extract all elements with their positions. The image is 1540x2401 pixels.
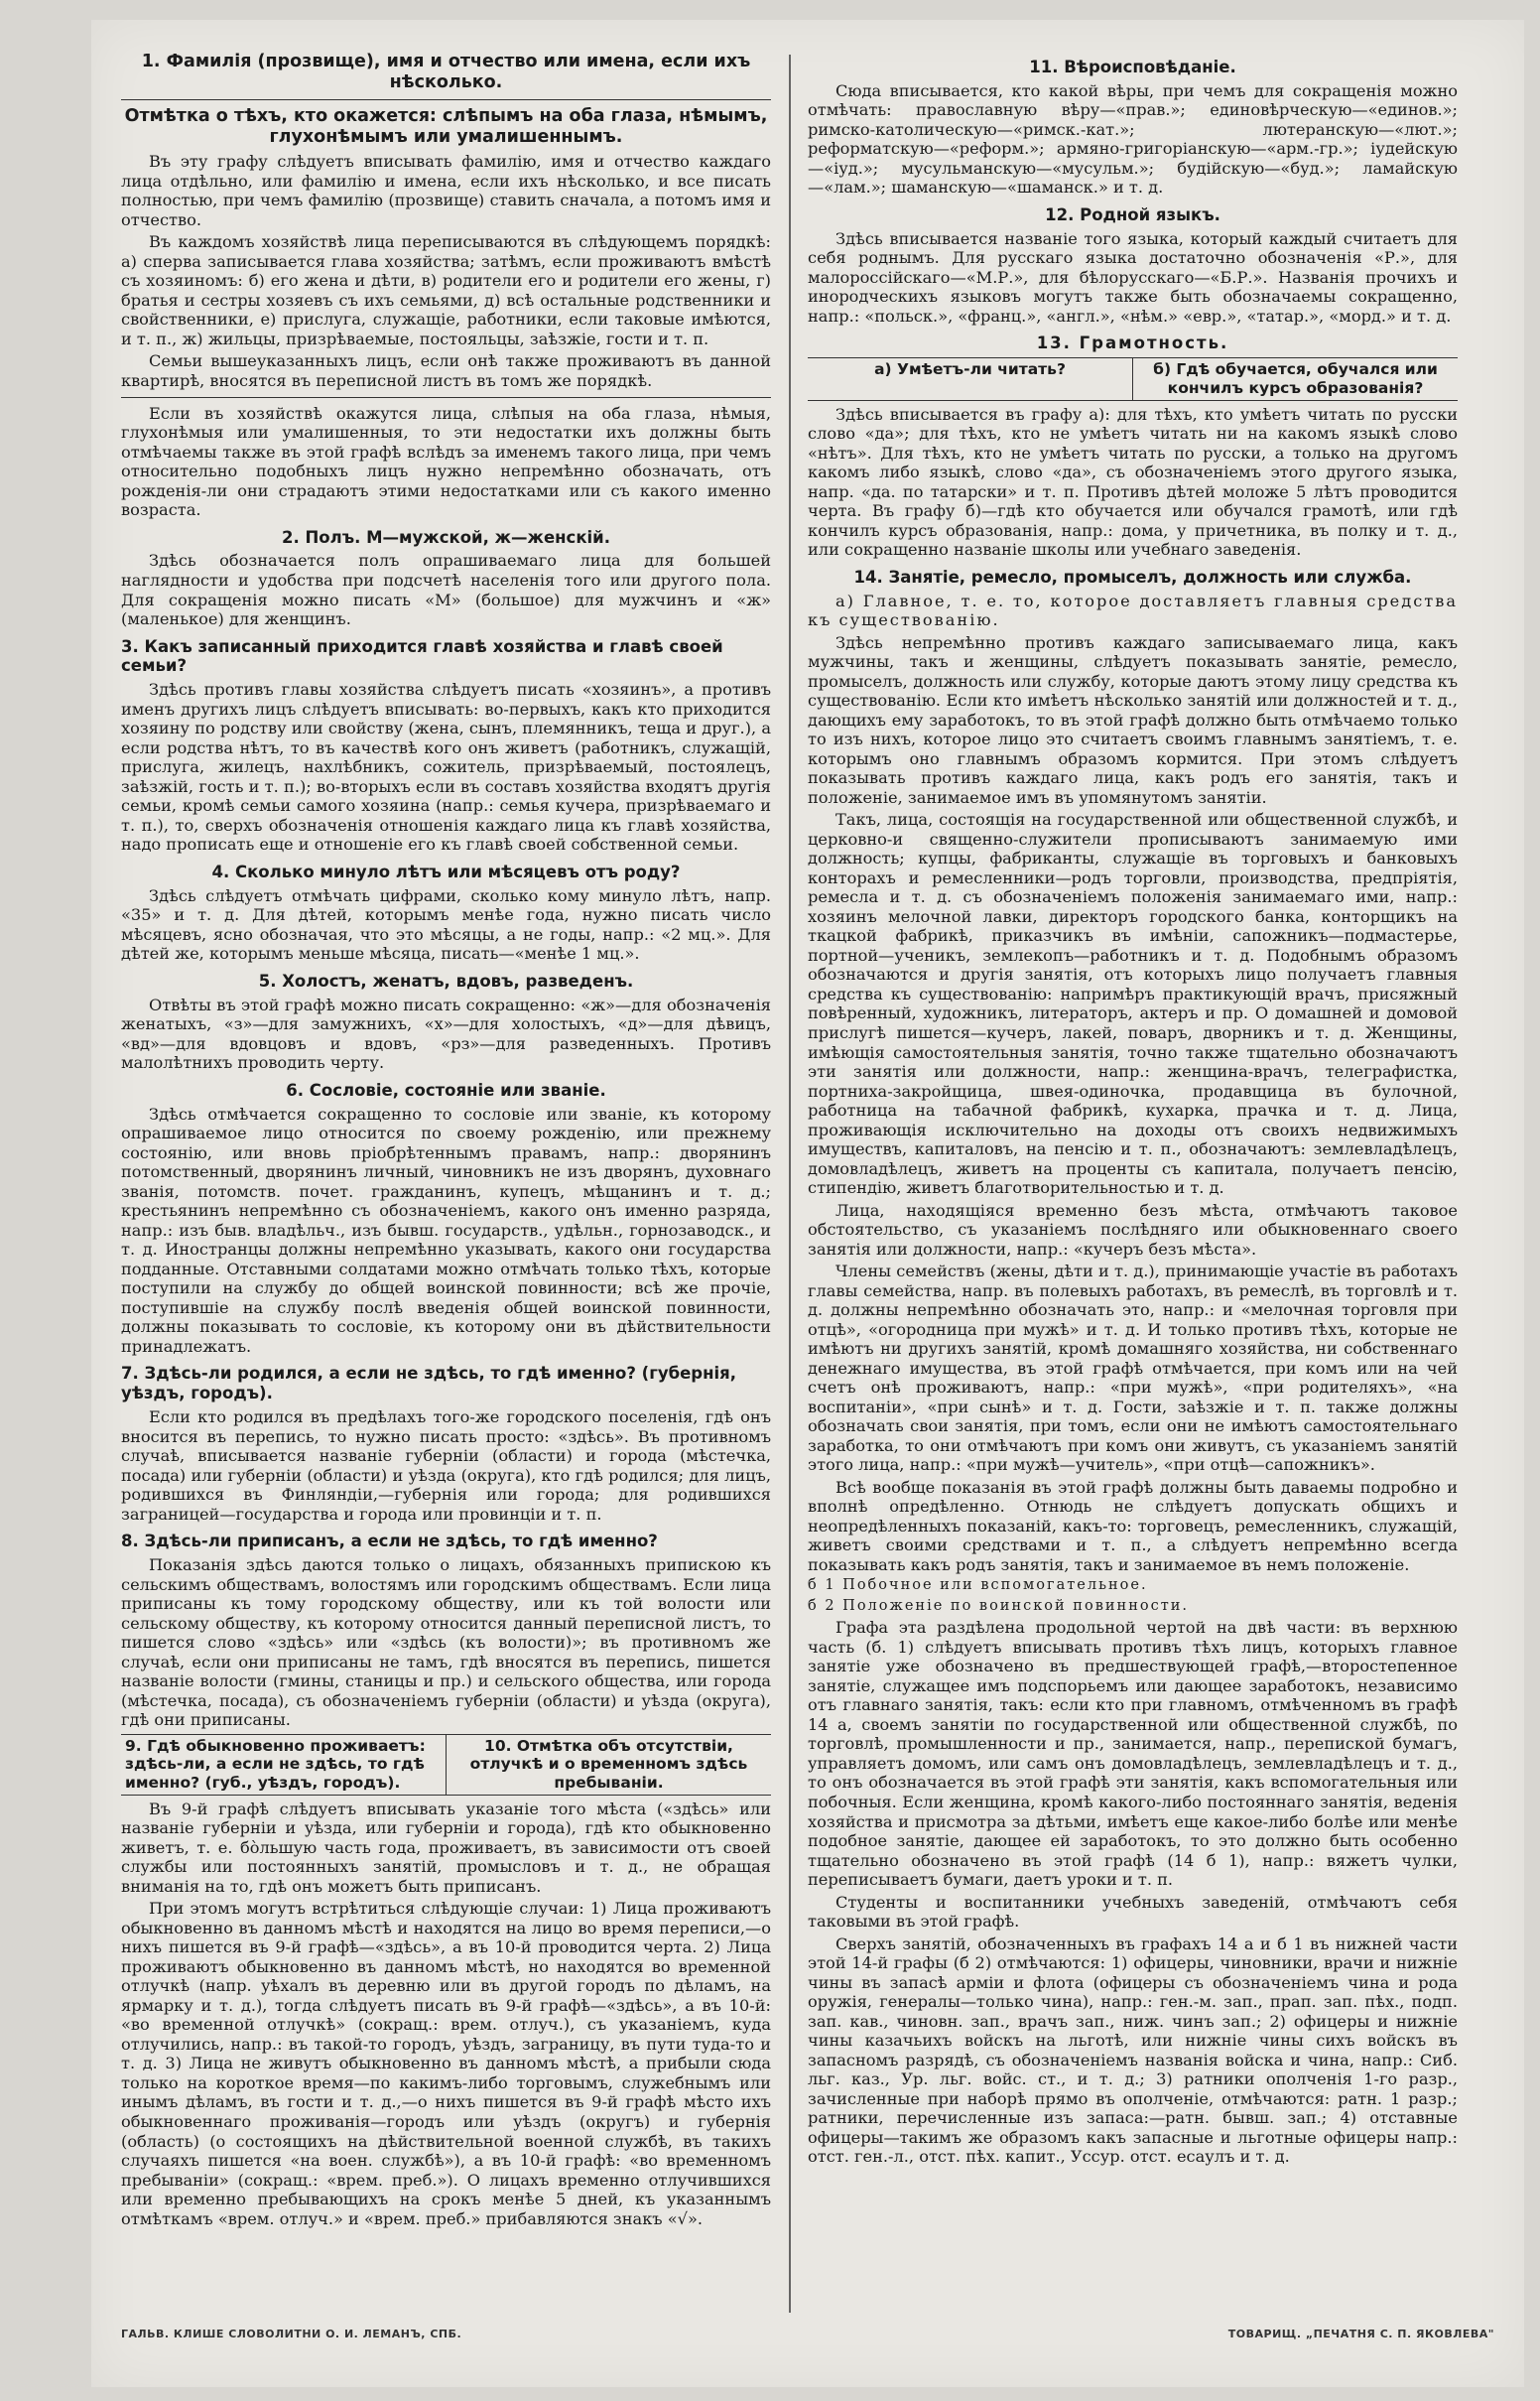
column-divider — [789, 55, 791, 2313]
section-8-title: 8. Здѣсь-ли приписанъ, а если не здѣсь, то гдѣ именно? — [121, 1532, 658, 1551]
section-13-title: 13. Грамотность. — [1036, 333, 1229, 353]
paragraph: Здѣсь слѣдуетъ отмѣчать цифрами, сколько кому минуло лѣтъ, напр. «35» и т. д. Для дѣтей, которымъ менѣе года, нужно писать число мѣсяцевъ, ясно обозначая, что это мѣсяцы, а не годы, напр.: «2 мц.». Для дѣтей же, которымъ меньше мѣсяца, писать—«менѣе 1 мц.». — [121, 885, 771, 964]
paragraph: Здѣсь отмѣчается сокращенно то сословіе или званіе, къ которому опрашиваемое лицо относится по своему рожденію, или прежнему состоянію, или вновь пріобрѣтеннымъ правамъ, напр.: дворянинъ потомственный, дворянинъ личный, чиновникъ не изъ дворянъ, духовнаго званія, потомств. почет. гражданинъ, купецъ, мѣщанинъ и т. д.; крестьянинъ непремѣнно съ обозначеніемъ, какого онъ именно разряда, напр.: изъ быв. владѣльч., изъ бывш. государств., удѣльн., горнозаводск., и т. д. Иностранцы должны непремѣнно указывать, какого они государства подданные. Отставными солдатами можно отмѣчать только тѣхъ, которые поступили на службу до общей воинской повинности; всѣ же прочіе, поступившіе на службу послѣ введенія общей воинской повинности, должны показывать то сословіе, къ которому они въ дѣйствительности принадлежатъ. — [121, 1104, 771, 1356]
footer-printer-right: ТОВАРИЩ. „ПЕЧАТНЯ С. П. ЯКОВЛЕВА" — [1227, 2328, 1494, 2340]
paragraph: Отвѣты въ этой графѣ можно писать сокращенно: «ж»—для обозначенія женатыхъ, «з»—для замужнихъ, «х»—для холостыхъ, «д»—для дѣвицъ, «вд»—для вдовцовъ и вдовъ, «рз»—для разведенныхъ. Противъ малолѣтнихъ проводить черту. — [121, 995, 771, 1073]
paragraph: Такъ, лица, состоящія на государственной или общественной службѣ, и церковно-и священно-служители прописываютъ занимаемую ими должность; купцы, фабриканты, служащіе въ торговыхъ и банковыхъ конторахъ и ремесленники—родъ торговли, производства, предпріятія, ремесла и т. д. съ обозначеніемъ положенія занимаемаго ими, напр.: хозяинъ мелочной лавки, директоръ городского банка, конторщикъ на ткацкой фабрикѣ, приказчикъ въ имѣніи, сапожникъ—подмастерье, портной—ученикъ, землекопъ—работникъ и т. д. Подобнымъ образомъ обозначаются и другія занятія, отъ которыхъ лицо получаетъ главныя средства къ существованію: напримѣръ практикующій врачъ, присяжный повѣренный, художникъ, литераторъ, актеръ и пр. О домашней и домовой прислугѣ пишется—кучеръ, лакей, поваръ, дворникъ и т. д. Женщины, имѣющія самостоятельныя занятія, точно также тщательно обозначаютъ эти занятія или должности, напр.: женщина-врачъ, телеграфистка, портниха-закройщица, швея-одиночка, продавщица въ булочной, работница на табачной фабрикѣ, кухарка, прачка и т. д. Лица, проживающія исключительно на доходы отъ своихъ недвижимыхъ имуществъ, капиталовъ, на пенсію и т. п., обозначаютъ: землевладѣлецъ, домовладѣлецъ, живетъ на проценты съ капитала, получаетъ пенсію, стипендію, живетъ благотворительностью и т. д. — [808, 810, 1458, 1198]
section-6-title: 6. Сословіе, состояніе или званіе. — [286, 1080, 606, 1100]
section-9-title: 9. Гдѣ обыкновенно проживаетъ: здѣсь-ли, а если не здѣсь, то гдѣ именно? (губ., уѣздъ, городъ). — [125, 1736, 426, 1793]
paragraph: Здѣсь противъ главы хозяйства слѣдуетъ писать «хозяинъ», а противъ именъ другихъ лицъ слѣдуетъ вписывать: во-первыхъ, какъ кто приходится хозяину по родству или свойству (жена, сынъ, племянникъ, теща и друг.), а если родства нѣтъ, то въ качествѣ кого онъ живетъ (работникъ, служащій, прислуга, жилецъ, нахлѣбникъ, сожитель, призрѣваемый, постоялецъ, заѣзжій, гость и т. п.); во-вторыхъ если въ составъ хозяйства входятъ другія семьи, кромѣ семьи самого хозяина (напр.: семья кучера, призрѣваемаго и т. п.), то, сверхъ обозначенія отношенія каждаго лица къ главѣ хозяйства, надо прописать еще и отношеніе его къ главѣ своей собственной семьи. — [121, 680, 771, 855]
left-column — [121, 50, 771, 2313]
paragraph: Здѣсь вписывается названіе того языка, который каждый считаетъ для себя роднымъ. Для русскаго языка достаточно обозначенія «Р.», для малороссійскаго—«М.Р.», для бѣлорусскаго—«Б.Р.». Названія прочихъ и инородческихъ языковъ могутъ также быть обозначаемы сокращенно, напр.: «польск.», «франц.», «англ.», «нѣм.» «евр.», «татар.», «морд.» и т. д. — [808, 228, 1458, 326]
paragraph: Семьи вышеуказанныхъ лицъ, если онѣ также проживаютъ въ данной квартирѣ, вносятся въ переписной листъ въ томъ же порядкѣ. — [121, 351, 771, 390]
paragraph: Студенты и воспитанники учебныхъ заведеній, отмѣчаютъ себя таковыми въ этой графѣ. — [808, 1892, 1458, 1932]
section-9-10-header — [121, 1734, 771, 1796]
section-5-title: 5. Холостъ, женатъ, вдовъ, разведенъ. — [258, 971, 634, 991]
subsection-b1: б 1 Побочное или вспомогательное. — [808, 1577, 1148, 1594]
section-4-title: 4. Сколько минуло лѣтъ или мѣсяцевъ отъ роду? — [211, 862, 681, 881]
section-1-subtitle: Отмѣтка о тѣхъ, кто окажется: слѣпымъ на оба глаза, нѣмымъ, глухонѣмымъ или умалишеннымъ. — [124, 106, 768, 148]
section-12-title: 12. Родной языкъ. — [1045, 204, 1220, 224]
paragraph: Всѣ вообще показанія въ этой графѣ должны быть даваемы подробно и вполнѣ опредѣленно. Отнюдь не слѣдуетъ допускать общихъ и неопредѣленныхъ показаній, какъ-то: торговецъ, ремесленникъ, служащій, живетъ своими средствами и т. п., а слѣдуетъ непремѣнно всегда показывать какъ родъ занятія, такъ и занимаемое въ немъ положеніе. — [808, 1477, 1458, 1574]
paragraph: Сверхъ занятій, обозначенныхъ въ графахъ 14 а и б 1 въ нижней части этой 14-й графы (б 2) отмѣчаются: 1) офицеры, чиновники, врачи и нижніе чины въ запасѣ арміи и флота (офицеры съ обозначеніемъ чина и рода оружія, генералы—только чина), напр.: ген.-м. зап., прап. зап. пѣх., подп. зап. кав., чиновн. зап., врачъ зап., ниж. чинъ зап.; 2) офицеры и нижніе чины казачьихъ войскъ на льготѣ, или нижніе чины сихъ войскъ въ запасномъ разрядѣ, съ обозначеніемъ названія войска и чина, напр.: Сиб. льг. каз., Ур. льг. войс. ст., и т. д.; 3) ратники ополченія 1-го разр., зачисленные при наборѣ прямо въ ополченіе, отмѣчаются: ратн. 1 разр.; ратники, перечисленные изъ запаса:—ратн. бывш. зап.; 4) отставные офицеры—такимъ же образомъ какъ запасные и льготные офицеры напр.: отст. ген.-л., отст. пѣх. капит., Уссур. отст. есаулъ и т. д. — [808, 1934, 1458, 2167]
section-7-title: 7. Здѣсь-ли родился, а если не здѣсь, то гдѣ именно? (губернія, уѣздъ, городъ). — [121, 1364, 737, 1403]
paragraph: Здѣсь обозначается полъ опрашиваемаго лица для большей наглядности и удобства при подсчетѣ населенія того или другого пола. Для сокращенія можно писать «М» (большое) для мужчинъ и «ж» (маленькое) для женщинъ. — [121, 551, 771, 629]
paragraph: При этомъ могутъ встрѣтиться слѣдующіе случаи: 1) Лица проживаютъ обыкновенно въ данномъ мѣстѣ и находятся на лицо во время переписи,—о нихъ пишется въ 9-й графѣ—«здѣсь», а въ 10-й проводится черта. 2) Лица проживаютъ обыкновенно въ данномъ мѣстѣ, но находятся во временной отлучкѣ (напр. уѣхалъ въ деревню или въ другой городъ по дѣламъ, на ярмарку и т. д.), тогда слѣдуетъ писать въ 9-й графѣ—«здѣсь», а въ 10-й: «во временной отлучкѣ» (сокращ.: врем. отлуч.), съ указаніемъ, куда отлучились, напр.: въ такой-то городъ, уѣздъ, заграницу, въ пути туда-то и т. д. 3) Лица не живутъ обыкновенно въ данномъ мѣстѣ, а прибыли сюда только на короткое время—по какимъ-либо торговымъ, служебнымъ или инымъ дѣламъ, въ гости и т. д.,—о нихъ пишется въ 9-й графѣ мѣсто ихъ обыкновеннаго проживанія—городъ или уѣздъ (округъ) и губернія (область) (о состоящихъ на дѣйствительной военной службѣ, въ такихъ случаяхъ пишется «на воен. службѣ»), а въ 10-й графѣ: «во временномъ пребываніи» (сокращ.: «врем. преб.»). О лицахъ временно отлучившихся или временно пребывающихъ на срокъ менѣе 5 дней, къ указаннымъ отмѣткамъ «врем. отлуч.» и «врем. преб.» прибавляются знакъ «√». — [121, 1899, 771, 2228]
paragraph: Если въ хозяйствѣ окажутся лица, слѣпыя на оба глаза, нѣмыя, глухонѣмыя или умалишенныя, то эти недостатки ихъ должны быть отмѣчаемы также въ этой графѣ вслѣдъ за именемъ такого лица, при чемъ относительно подобныхъ лицъ нужно непремѣнно обозначать, отъ рожденія-ли они страдаютъ этими недостатками или съ какого именно возраста. — [121, 403, 771, 520]
paragraph: Здѣсь вписывается въ графу а): для тѣхъ, кто умѣетъ читать по русски слово «да»; для тѣхъ, кто не умѣетъ читать ни на какомъ языкѣ слово «нѣтъ». Для тѣхъ, кто не умѣетъ читать по русски, а только на другомъ какомъ либо языкѣ, слово «да», съ обозначеніемъ этого другого языка, напр. «да. по татарски» и т. п. Противъ дѣтей моложе 5 лѣтъ проводится черта. Въ графу б)—гдѣ кто обучается или обучался грамотѣ, или гдѣ кончилъ курсъ образованія, напр.: дома, у причетника, въ полку и т. д., или сокращенно названіе школы или учебнаго заведенія. — [808, 404, 1458, 560]
paragraph: а) Главное, т. е. то, которое доставляетъ главныя средства къ существованію. — [808, 591, 1458, 630]
section-1-title: 1. Фамилія (прозвище), имя и отчество или имена, если ихъ нѣсколько. — [141, 52, 751, 93]
paragraph: Въ 9-й графѣ слѣдуетъ вписывать указаніе того мѣста («здѣсь» или названіе губерніи и уѣзда, или губерніи и города), гдѣ кто обыкновенно живетъ, т. е. бо̀льшую часть года, проживаетъ, въ зависимости отъ своей службы или постоянныхъ занятій, промысловъ и т. д., не обращая вниманія на то, гдѣ онъ можетъ быть приписанъ. — [121, 1799, 771, 1896]
section-13-subheader — [808, 357, 1458, 400]
footer-printer-left: ГАЛЬВ. КЛИШЕ СЛОВОЛИТНИ О. И. ЛЕМАНЪ, СПБ. — [121, 2328, 462, 2340]
paragraph: Сюда вписывается, кто какой вѣры, при чемъ для сокращенія можно отмѣчать: православную вѣру—«прав.»; единовѣрческую—«единов.»; римско-католическую—«римск.-кат.»; лютеранскую—«лют.»; реформатскую—«реформ.»; армяно-григоріанскую—«арм.-гр.»; іудейскую—«іуд.»; мусульманскую—«мусульм.»; будійскую—«буд.»; ламайскую—«лам.»; шаманскую—«шаманск.» и т. д. — [808, 80, 1458, 198]
census-instruction-sheet — [91, 20, 1524, 2387]
paragraph: Показанія здѣсь даются только о лицахъ, обязанныхъ припискою къ сельскимъ обществамъ, волостямъ или городскимъ обществамъ. Если лица приписаны къ тому городскому обществу, или къ той волости или сельскому обществу, къ которому относится данный переписной листъ, то пишется слово «здѣсь» или «здѣсь (къ волости)»; въ противномъ же случаѣ, если они приписаны не тамъ, гдѣ вносятся въ перепись, пишется названіе волости (гмины, станицы и пр.) и сельского общества, или города (мѣстечка, посада), съ обозначеніемъ губерніи (области) и уѣзда (округа), гдѣ они приписаны. — [121, 1555, 771, 1730]
right-column — [808, 50, 1458, 2313]
section-13b-title: б) Гдѣ обучается, обучался или кончилъ курсъ образованія? — [1153, 360, 1438, 397]
paragraph: Графа эта раздѣлена продольной чертой на двѣ части: въ верхнюю часть (б. 1) слѣдуетъ вписывать противъ тѣхъ лицъ, которыхъ главное занятіе уже обозначено въ предшествующей графѣ,—второстепенное занятіе, служащее имъ подспорьемъ или дающее заработокъ, независимо отъ главнаго занятія, такъ: если кто при главномъ, отмѣченномъ въ графѣ 14 а, своемъ занятіи по государственной или общественной службѣ, по торговлѣ, промышленности и пр., занимается, напр., перепиской бумагъ, управляетъ домомъ, или самъ онъ домовладѣлецъ, землевладѣлецъ и т. д., то онъ обозначается въ этой графѣ эти занятія, какъ вспомогательныя или побочныя. Если женщина, кромѣ какого-либо постояннаго занятія, веденія хозяйства и присмотра за дѣтьми, имѣетъ еще какое-либо болѣе или менѣе подобное занятіе, дающее ей заработокъ, то это должно быть особенно тщательно обозначено въ этой графѣ (14 б 1), напр.: вяжетъ чулки, переписываетъ бумаги, даетъ уроки и т. п. — [808, 1618, 1458, 1890]
divider — [121, 99, 771, 100]
section-14-title: 14. Занятіе, ремесло, промыселъ, должность или служба. — [853, 567, 1412, 587]
section-13a-title: а) Умѣетъ-ли читать? — [874, 360, 1066, 379]
section-10-title: 10. Отмѣтка объ отсутствіи, отлучкѣ и о временномъ здѣсь пребываніи. — [469, 1736, 748, 1793]
paragraph: Члены семействъ (жены, дѣти и т. д.), принимающіе участіе въ работахъ главы семейства, напр. въ полевыхъ работахъ, въ ремеслѣ, въ торговлѣ и т. д. должны непремѣнно обозначать это, напр.: и «мелочная торговля при отцѣ», «огородница при мужѣ» и т. д. И только противъ тѣхъ, которые не имѣютъ ни другихъ занятій, кромѣ домашняго хозяйства, ни собственнаго денежнаго имущества, въ этой графѣ отмѣчается, при комъ или на чей счетъ онѣ проживаютъ, напр.: «при мужѣ», «при родителяхъ», «на воспитаніи», «при сынѣ» и т. д. Гости, заѣзжіе и т. п. также должны обозначать свои занятія, при томъ, если они не имѣютъ самостоятельнаго заработка, то они отмѣчаютъ при комъ они живутъ, съ указаніемъ занятій этого лица, напр.: «при мужѣ—учитель», «при отцѣ—сапожникъ». — [808, 1262, 1458, 1475]
divider — [121, 397, 771, 398]
section-2-title: 2. Полъ. М—мужской, ж—женскій. — [282, 527, 610, 547]
subsection-b2: б 2 Положеніе по воинской повинности. — [808, 1597, 1190, 1614]
section-3-title: 3. Какъ записанный приходится главѣ хозяйства и главѣ своей семьи? — [121, 636, 723, 676]
section-11-title: 11. Вѣроисповѣданіе. — [1029, 58, 1236, 76]
paragraph: Въ каждомъ хозяйствѣ лица переписываются въ слѣдующемъ порядкѣ: а) сперва записывается глава хозяйства; затѣмъ, если проживаютъ вмѣстѣ съ хозяиномъ: б) его жена и дѣти, в) родители его и родители его жены, г) братья и сестры хозяевъ съ ихъ семьями, д) всѣ остальные родственники и свойственники, е) прислуга, служащіе, работники, если таковые имѣются, и т. п., ж) жильцы, призрѣваемые, постояльцы, заѣзжіе, гости и т. п. — [121, 232, 771, 348]
paragraph: Если кто родился въ предѣлахъ того-же городского поселенія, гдѣ онъ вносится въ перепись, то нужно писать просто: «здѣсь». Въ противномъ случаѣ, вписывается названіе губерніи (области) и города (мѣстечка, посада) или губерніи (области) и уѣзда (округа), кто гдѣ родился; для лицъ, родившихся въ Финляндіи,—губернія или города; для родившихся заграницей—государства и города или провинціи и т. п. — [121, 1407, 771, 1524]
paragraph: Лица, находящіяся временно безъ мѣста, отмѣчаютъ таковое обстоятельство, съ указаніемъ послѣдняго или обыкновеннаго своего занятія или должности, напр.: «кучеръ безъ мѣста». — [808, 1200, 1458, 1259]
paragraph: Здѣсь непремѣнно противъ каждаго записываемаго лица, какъ мужчины, такъ и женщины, слѣдуетъ показывать занятіе, ремесло, промыселъ, должность или службу, которые даютъ этому лицу средства къ существованію. Если кто имѣетъ нѣсколько занятій или должностей и т. д., дающихъ ему заработокъ, то въ этой графѣ должно быть отмѣчаемо только то изъ нихъ, которое лицо это считаетъ своимъ главнымъ занятіемъ, т. е. которымъ оно главнымъ образомъ кормится. При этомъ слѣдуетъ показывать противъ каждаго лица, какъ родъ его занятія, такъ и положеніе, занимаемое имъ въ упомянутомъ занятіи. — [808, 632, 1458, 807]
paragraph: Въ эту графу слѣдуетъ вписывать фамилію, имя и отчество каждаго лица отдѣльно, или фамилію и имена, если ихъ нѣсколько, и все писать полностью, при чемъ фамилію (прозвище) ставить сначала, а потомъ имя и отчество. — [121, 152, 771, 229]
